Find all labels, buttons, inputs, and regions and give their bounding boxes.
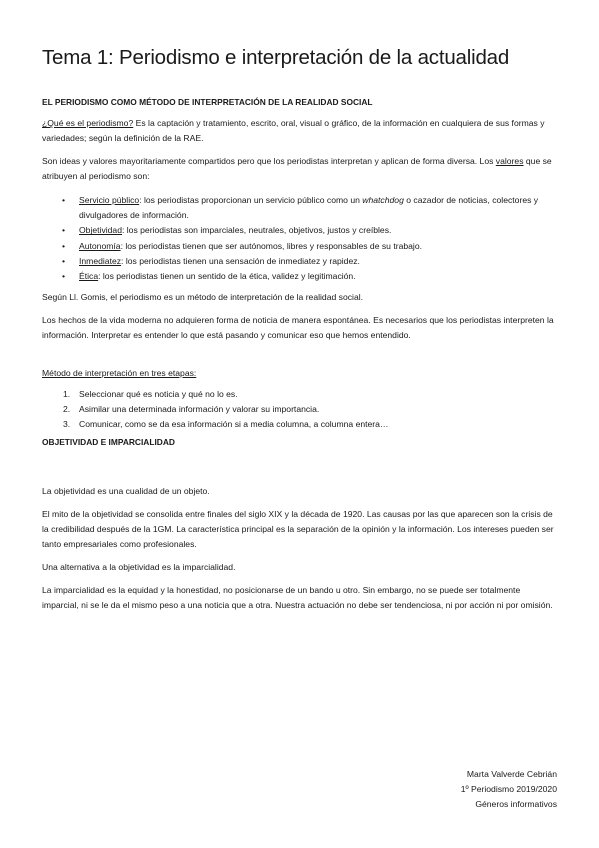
paragraph-valores-intro: [42, 154, 557, 184]
author-name: Marta Valverde Cebrián: [466, 769, 557, 779]
paragraph-mito: El mito de la objetividad se consolida entre finales del siglo XIX y la década de 1920. Las causas por las que aparecen son la crisis de la credibilidad después de la 1GM. La característica principal es la separación de la opinión y la información. Los intereses pueden ser tanto empresariales como profesionales.: [42, 509, 554, 550]
bullet-icon: •: [62, 271, 66, 282]
value-text: : los periodistas son imparciales, neutrales, objetivos, justos y creíbles.: [122, 225, 392, 236]
step-number: 1.: [63, 389, 71, 399]
bullet-icon: •: [62, 195, 66, 205]
list-item: [42, 387, 557, 402]
list-item: [42, 254, 557, 269]
paragraph-gomis: Según Ll. Gomis, el periodismo es un método de interpretación de la realidad social.: [42, 292, 364, 302]
value-term: Objetividad: [79, 225, 122, 236]
section-heading-objetividad: OBJETIVIDAD E IMPARCIALIDAD: [42, 437, 175, 447]
value-term: Servicio público: [79, 195, 140, 205]
question-label: ¿Qué es el periodismo?: [42, 118, 134, 128]
value-italic: whatchdog: [362, 195, 404, 205]
step-text: Comunicar, como se da esa información si a media columna, a columna entera…: [79, 419, 389, 430]
course-info: 1º Periodismo 2019/2020: [460, 784, 557, 795]
list-item: [42, 193, 557, 223]
values-word: valores: [495, 156, 524, 166]
paragraph-que-es: [42, 116, 557, 146]
list-item: [42, 223, 557, 238]
value-term: Ética: [79, 271, 99, 282]
bullet-icon: •: [62, 225, 66, 236]
values-intro-end: que se atribuyen al periodismo son:: [42, 156, 552, 182]
value-text-end: o cazador de noticias, colectores y divulgadores de información.: [79, 195, 539, 221]
subject-name: Géneros informativos: [475, 799, 557, 810]
step-number: 2.: [63, 404, 71, 415]
page-title: Tema 1: Periodismo e interpretación de la actualidad: [42, 46, 510, 69]
value-term: Autonomía: [79, 240, 121, 251]
bullet-icon: •: [62, 255, 66, 266]
paragraph-imparcialidad: La imparcialidad es la equidad y la honestidad, no posicionarse de un bando u otro. Sin embargo, no se puede ser totalmente imparcial, ni se le da el mismo peso a una noticia que a otra. Nuestra actuación no debe ser tendenciosa, ni por acción ni por omisión.: [42, 585, 553, 611]
metodo-label: Método de interpretación en tres etapas:: [42, 368, 197, 378]
values-list: [42, 193, 557, 284]
value-text: : los periodistas tienen un sentido de la ética, validez y legitimación.: [98, 271, 356, 282]
document-footer: [461, 767, 557, 813]
bullet-icon: •: [62, 240, 66, 251]
section-heading-periodismo: EL PERIODISMO COMO MÉTODO DE INTERPRETACIÓN DE LA REALIDAD SOCIAL: [42, 97, 373, 107]
list-item: [42, 417, 557, 432]
question-text: Es la captación y tratamiento, escrito, oral, visual o gráfico, de la información en cualquiera de sus formas y variedades; según la definición de la RAE.: [42, 118, 545, 144]
value-text: : los periodistas tienen una sensación de inmediatez y rapidez.: [121, 255, 360, 266]
step-number: 3.: [63, 419, 71, 430]
value-term: Inmediatez: [79, 255, 122, 266]
paragraph-alternativa: Una alternativa a la objetividad es la imparcialidad.: [42, 562, 236, 572]
paragraph-hechos: Los hechos de la vida moderna no adquieren forma de noticia de manera espontánea. Es necesarios que los periodistas interpreten la información. Interpretar es entender lo que está pasando y comunicar eso que hemos entendido.: [42, 315, 554, 341]
steps-list: [42, 387, 557, 433]
step-text: Asimilar una determinada información y valorar su importancia.: [79, 404, 320, 415]
list-item: [42, 402, 557, 417]
value-text: : los periodistas proporcionan un servicio público como un: [139, 195, 363, 205]
values-intro-text: Son ideas y valores mayoritariamente compartidos pero que los periodistas interpretan y aplican de forma diversa. Los: [42, 156, 496, 166]
list-item: [42, 269, 557, 284]
list-item: [42, 239, 557, 254]
value-text: : los periodistas tienen que ser autónomos, libres y responsables de su trabajo.: [120, 240, 423, 251]
paragraph-objetividad-def: La objetividad es una cualidad de un objeto.: [42, 486, 210, 496]
step-text: Seleccionar qué es noticia y qué no lo es.: [79, 389, 238, 399]
